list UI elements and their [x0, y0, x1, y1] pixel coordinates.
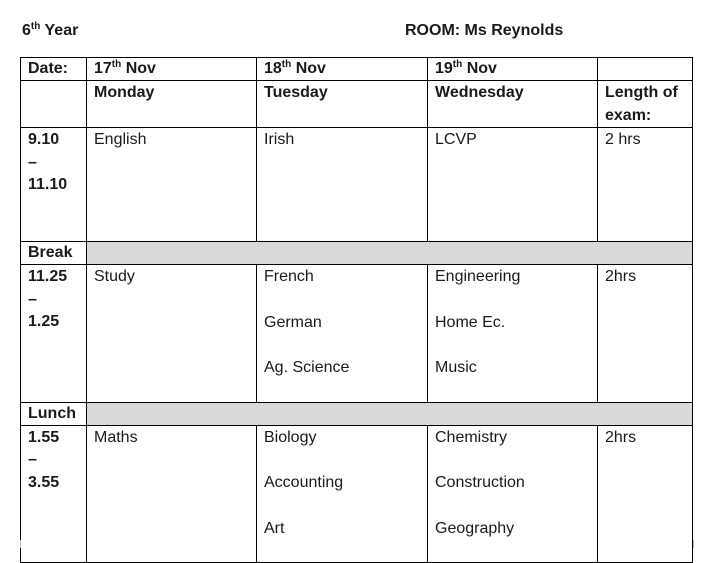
day-monday: Monday	[87, 81, 257, 128]
monday-slot-1: English	[87, 128, 257, 242]
length-slot-1: 2 hrs	[598, 128, 693, 242]
day-tuesday: Tuesday	[257, 81, 428, 128]
date-monday: 17th Nov	[87, 58, 257, 81]
day-row	[21, 81, 693, 128]
room-heading: ROOM: Ms Reynolds	[405, 22, 564, 39]
tuesday-slot-2: French German Ag. Science	[257, 265, 428, 403]
date-tuesday: 18th Nov	[257, 58, 428, 81]
time-slot-3: 1.55 – 3.55	[21, 425, 87, 563]
time-slot-2: 11.25 – 1.25	[21, 265, 87, 403]
slot-row-1	[21, 128, 693, 242]
lunch-label: Lunch	[21, 402, 87, 425]
wednesday-slot-2: Engineering Home Ec. Music	[428, 265, 598, 403]
lunch-bar	[87, 402, 693, 425]
break-row	[21, 242, 693, 265]
date-length-blank	[598, 58, 693, 81]
wednesday-slot-1: LCVP	[428, 128, 598, 242]
year-heading: 6th Year	[22, 21, 79, 39]
tuesday-slot-1: Irish	[257, 128, 428, 242]
date-label: Date:	[21, 58, 87, 81]
lunch-row	[21, 402, 693, 425]
monday-slot-3: Maths	[87, 425, 257, 563]
length-slot-3: 2hrs	[598, 425, 693, 563]
page-bottom-edge	[20, 540, 694, 548]
slot-row-2	[21, 265, 693, 403]
day-wednesday: Wednesday	[428, 81, 598, 128]
exam-timetable	[20, 57, 693, 563]
time-slot-1: 9.10 – 11.10	[21, 128, 87, 242]
monday-slot-2: Study	[87, 265, 257, 403]
tuesday-slot-3: Biology Accounting Art	[257, 425, 428, 563]
break-bar	[87, 242, 693, 265]
break-label: Break	[21, 242, 87, 265]
length-header: Length of exam:	[598, 81, 693, 128]
date-wednesday: 19th Nov	[428, 58, 598, 81]
length-slot-2: 2hrs	[598, 265, 693, 403]
day-label-blank	[21, 81, 87, 128]
date-row	[21, 58, 693, 81]
wednesday-slot-3: Chemistry Construction Geography	[428, 425, 598, 563]
